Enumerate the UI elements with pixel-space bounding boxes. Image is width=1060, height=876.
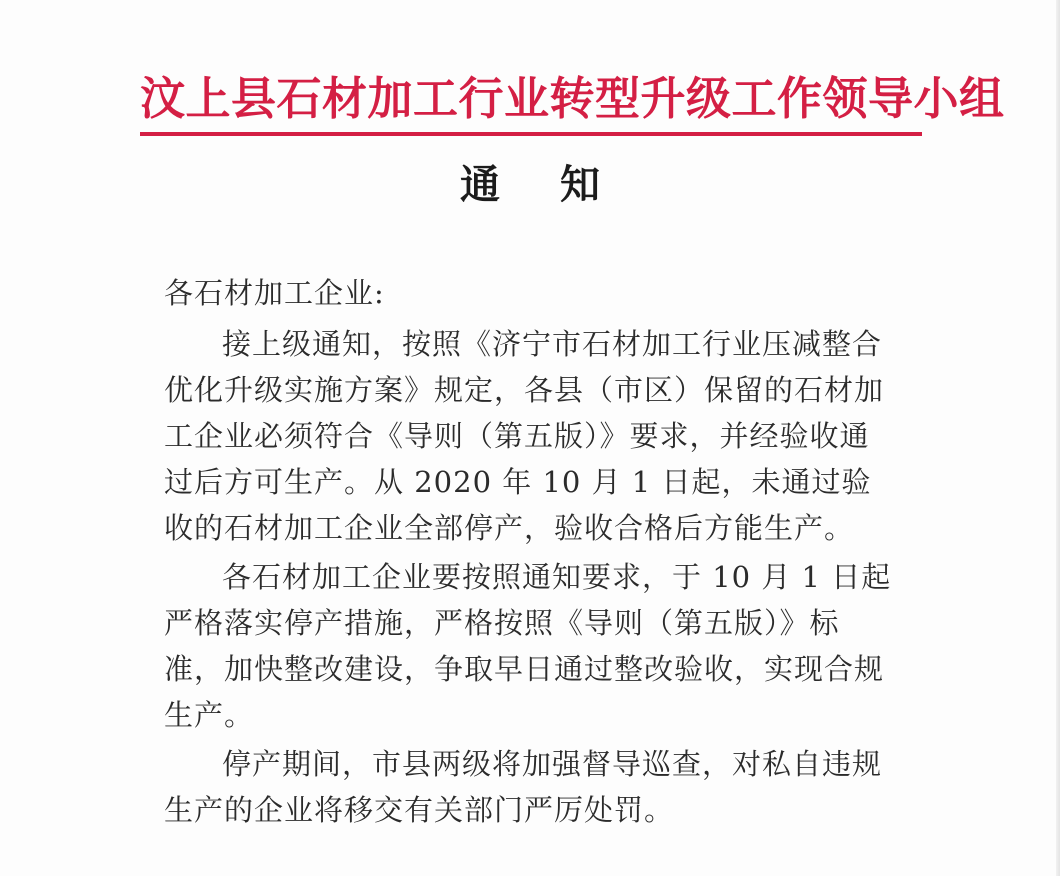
header-red-rule [140, 132, 922, 136]
notice-title: 通知 [460, 161, 660, 208]
paragraph-3: 停产期间，市县两级将加强督导巡查，对私自违规生产的企业将移交有关部门严厉处罚。 [164, 747, 883, 827]
salutation: 各石材加工企业: [164, 276, 385, 310]
page-edge-shadow [1056, 0, 1060, 876]
issuer-header: 汶上县石材加工行业转型升级工作领导小组 [140, 72, 1005, 125]
paragraph-1: 接上级通知，按照《济宁市石材加工行业压减整合优化升级实施方案》规定，各县（市区）保留的石材加工企业必须符合《导则（第五版）》要求，并经验收通过后方可生产。从 2020 年 10 月 1 日起，未通过验收的石材加工企业全部停产，验收合格后方能生产。 [164, 327, 885, 545]
document-body [164, 270, 899, 833]
paragraph-2: 各石材加工企业要按照通知要求，于 10 月 1 日起严格落实停产措施，严格按照《导则（第五版）》标准，加快整改建设，争取早日通过整改验收，实现合规生产。 [164, 560, 892, 732]
